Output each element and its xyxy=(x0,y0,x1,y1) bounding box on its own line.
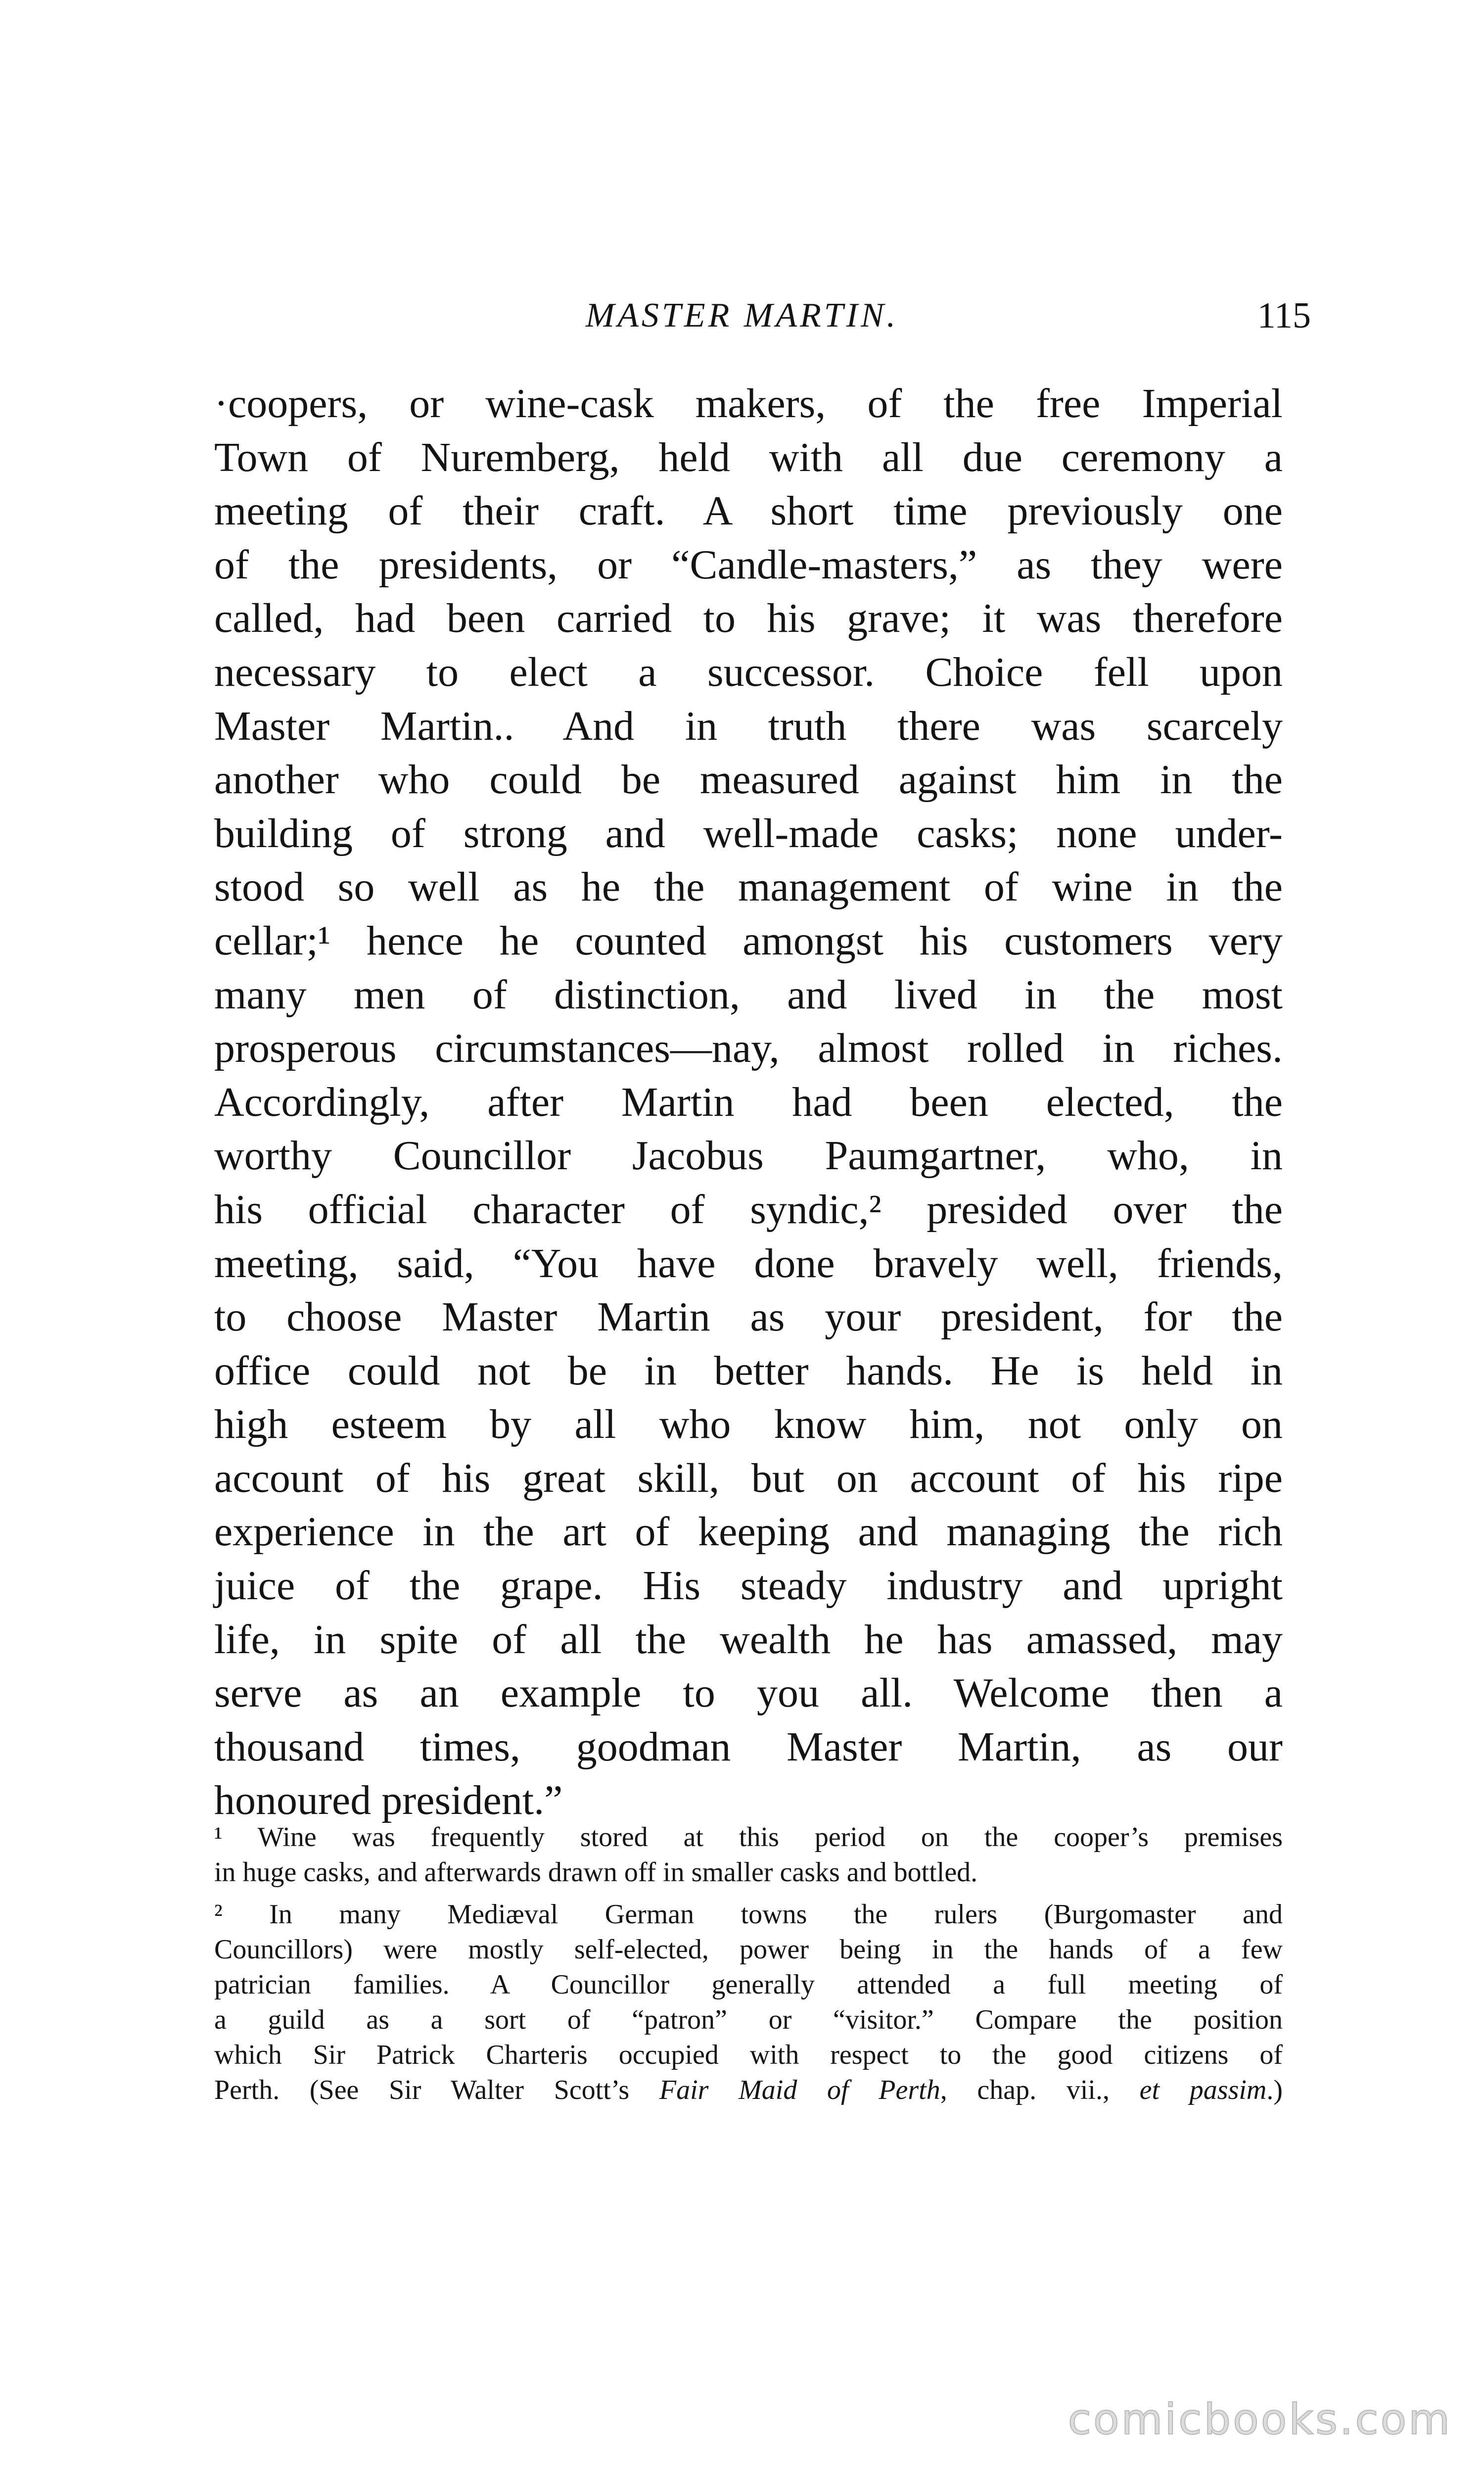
body-line: account of his great skill, but on account of his ripe xyxy=(214,1455,1283,1501)
footnote-gap xyxy=(214,1890,1283,1897)
footnote-text: , chap. vii., xyxy=(940,2075,1140,2105)
footnote-line: a guild as a sort of “patron” or “visitor.” Compare the position xyxy=(214,2004,1283,2035)
footnote-2 xyxy=(214,1897,1283,2108)
running-title: MASTER MARTIN. xyxy=(585,296,899,334)
book-title: Fair Maid of Perth xyxy=(659,2075,940,2105)
body-line: called, had been carried to his grave; it was therefore xyxy=(214,595,1283,642)
body-line: to choose Master Martin as your president, for the xyxy=(214,1294,1283,1340)
footnote-line: ² In many Mediæval German towns the rulers (Burgomaster and xyxy=(214,1899,1283,1930)
body-line: cellar;¹ hence he counted amongst his customers very xyxy=(214,917,1283,964)
footnote-last-line xyxy=(214,2073,1283,2108)
footnote-line: patrician families. A Councillor generally attended a full meeting of xyxy=(214,1969,1283,2000)
body-line: serve as an example to you all. Welcome then a xyxy=(214,1670,1283,1716)
page-number: 115 xyxy=(1257,295,1311,336)
watermark: comicbooks.com xyxy=(1067,2395,1452,2444)
footnote-line: which Sir Patrick Charteris occupied with respect to the good citizens of xyxy=(214,2040,1283,2070)
body-line: Accordingly, after Martin had been elected, the xyxy=(214,1079,1283,1125)
body-line: many men of distinction, and lived in the most xyxy=(214,971,1283,1018)
body-line: experience in the art of keeping and managing the rich xyxy=(214,1509,1283,1555)
body-line: Town of Nuremberg, held with all due ceremony a xyxy=(214,434,1283,480)
body-line: necessary to elect a successor. Choice fell upon xyxy=(214,649,1283,695)
body-line: another who could be measured against him in the xyxy=(214,757,1283,803)
footnote-line: in huge casks, and afterwards drawn off in smaller casks and bottled. xyxy=(214,1857,978,1888)
footnote-text: .) xyxy=(1266,2075,1283,2105)
body-line: office could not be in better hands. He is held in xyxy=(214,1347,1283,1394)
footnote-text: Perth. (See Sir Walter Scott’s xyxy=(214,2075,659,2105)
footnote-1 xyxy=(214,1820,1283,1890)
body-line: meeting of their craft. A short time previously one xyxy=(214,488,1283,534)
footnotes xyxy=(214,1820,1283,2108)
body-line: building of strong and well-made casks; none under- xyxy=(214,810,1283,856)
body-line: stood so well as he the management of wine in the xyxy=(214,864,1283,910)
footnote-line: ¹ Wine was frequently stored at this period on the cooper’s premises xyxy=(214,1822,1283,1853)
body-line: prosperous circumstances—nay, almost rolled in riches. xyxy=(214,1025,1283,1072)
body-line: meeting, said, “You have done bravely well, friends, xyxy=(214,1240,1283,1286)
body-line: thousand times, goodman Master Martin, as our xyxy=(214,1723,1283,1770)
body-line: Master Martin.. And in truth there was scarcely xyxy=(214,703,1283,749)
footnote-line: Councillors) were mostly self-elected, power being in the hands of a few xyxy=(214,1934,1283,1965)
body-line: worthy Councillor Jacobus Paumgartner, who, in xyxy=(214,1133,1283,1179)
body-line: juice of the grape. His steady industry and upright xyxy=(214,1563,1283,1609)
body-line: high esteem by all who know him, not only on xyxy=(214,1401,1283,1448)
body-line: his official character of syndic,² presided over the xyxy=(214,1186,1283,1233)
body-line: honoured president.” xyxy=(214,1777,563,1824)
body-line: ·coopers, or wine-cask makers, of the free Imperial xyxy=(214,381,1283,427)
body-line: of the presidents, or “Candle-masters,” as they were xyxy=(214,541,1283,588)
body-line: life, in spite of all the wealth he has amassed, may xyxy=(214,1616,1283,1663)
body-text xyxy=(214,377,1283,1828)
latin-phrase: et passim xyxy=(1139,2075,1267,2105)
